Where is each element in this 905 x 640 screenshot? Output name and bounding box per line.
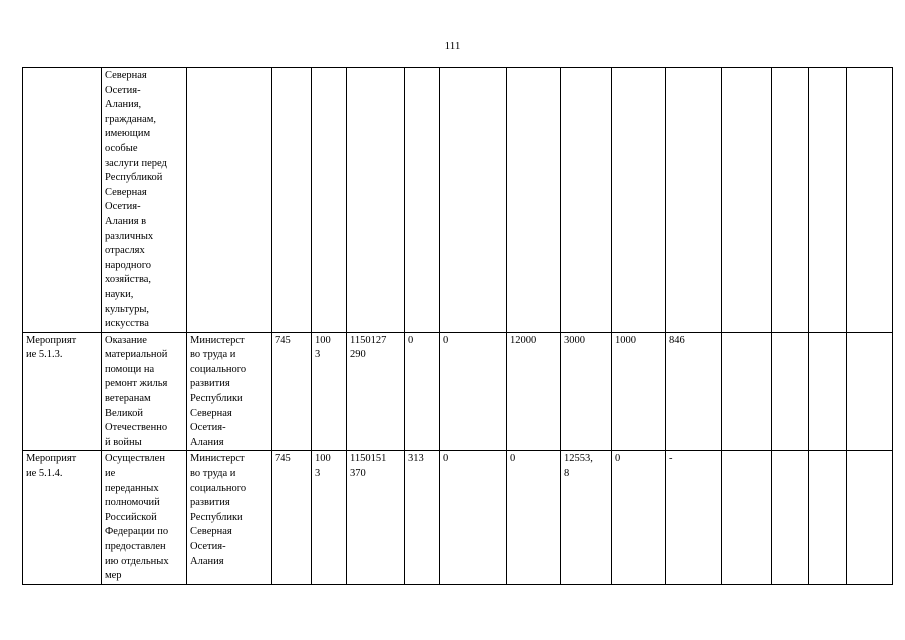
table-cell <box>809 451 847 584</box>
budget-table <box>22 67 893 585</box>
table-cell: Министерст во труда и социального развития Республики Северная Осетия- Алания <box>187 332 272 451</box>
table-cell: Мероприят ие 5.1.3. <box>23 332 102 451</box>
table-cell: 745 <box>272 451 312 584</box>
table-cell <box>847 332 893 451</box>
table-cell: 1000 <box>612 332 666 451</box>
table-cell: Оказание материальной помощи на ремонт жилья ветеранам Великой Отечественно й войны <box>102 332 187 451</box>
table-cell: 1150151 370 <box>347 451 405 584</box>
table-cell: Мероприят ие 5.1.4. <box>23 451 102 584</box>
table-cell: - <box>666 451 722 584</box>
table-cell <box>187 68 272 333</box>
table-cell: 3000 <box>561 332 612 451</box>
table-cell <box>722 451 772 584</box>
table-cell: 12000 <box>507 332 561 451</box>
table-cell: Осуществлен ие переданных полномочий Российской Федерации по предоставлен ию отдельных мер <box>102 451 187 584</box>
table-cell: 12553, 8 <box>561 451 612 584</box>
table-cell <box>561 68 612 333</box>
table-cell: 0 <box>612 451 666 584</box>
table-cell: Министерст во труда и социального развития Республики Северная Осетия- Алания <box>187 451 272 584</box>
table-row <box>23 332 893 451</box>
table-cell <box>507 68 561 333</box>
table-cell <box>405 68 440 333</box>
table-cell <box>809 68 847 333</box>
table-cell: 1150127 290 <box>347 332 405 451</box>
table-cell <box>440 68 507 333</box>
page-number: 111 <box>444 40 461 52</box>
table-cell <box>772 68 809 333</box>
table-cell: 0 <box>405 332 440 451</box>
table-cell <box>722 332 772 451</box>
table-cell <box>347 68 405 333</box>
table-cell <box>809 332 847 451</box>
table-cell <box>272 68 312 333</box>
table-row <box>23 68 893 333</box>
table-cell: 313 <box>405 451 440 584</box>
table-cell: 846 <box>666 332 722 451</box>
table-cell <box>23 68 102 333</box>
table-row <box>23 451 893 584</box>
table-cell: Северная Осетия- Алания, гражданам, имеющим особые заслуги перед Республикой Северная Осетия- Алания в различных отраслях народного хозяйства, науки, культуры, искусства <box>102 68 187 333</box>
table-cell: 0 <box>440 332 507 451</box>
table-cell <box>847 451 893 584</box>
table-cell <box>612 68 666 333</box>
table-cell: 745 <box>272 332 312 451</box>
table-cell <box>772 332 809 451</box>
table-cell: 0 <box>507 451 561 584</box>
table-cell <box>722 68 772 333</box>
table-cell: 0 <box>440 451 507 584</box>
table-cell <box>772 451 809 584</box>
table-cell <box>312 68 347 333</box>
table-cell: 100 3 <box>312 332 347 451</box>
table-cell: 100 3 <box>312 451 347 584</box>
table-cell <box>666 68 722 333</box>
table-cell <box>847 68 893 333</box>
